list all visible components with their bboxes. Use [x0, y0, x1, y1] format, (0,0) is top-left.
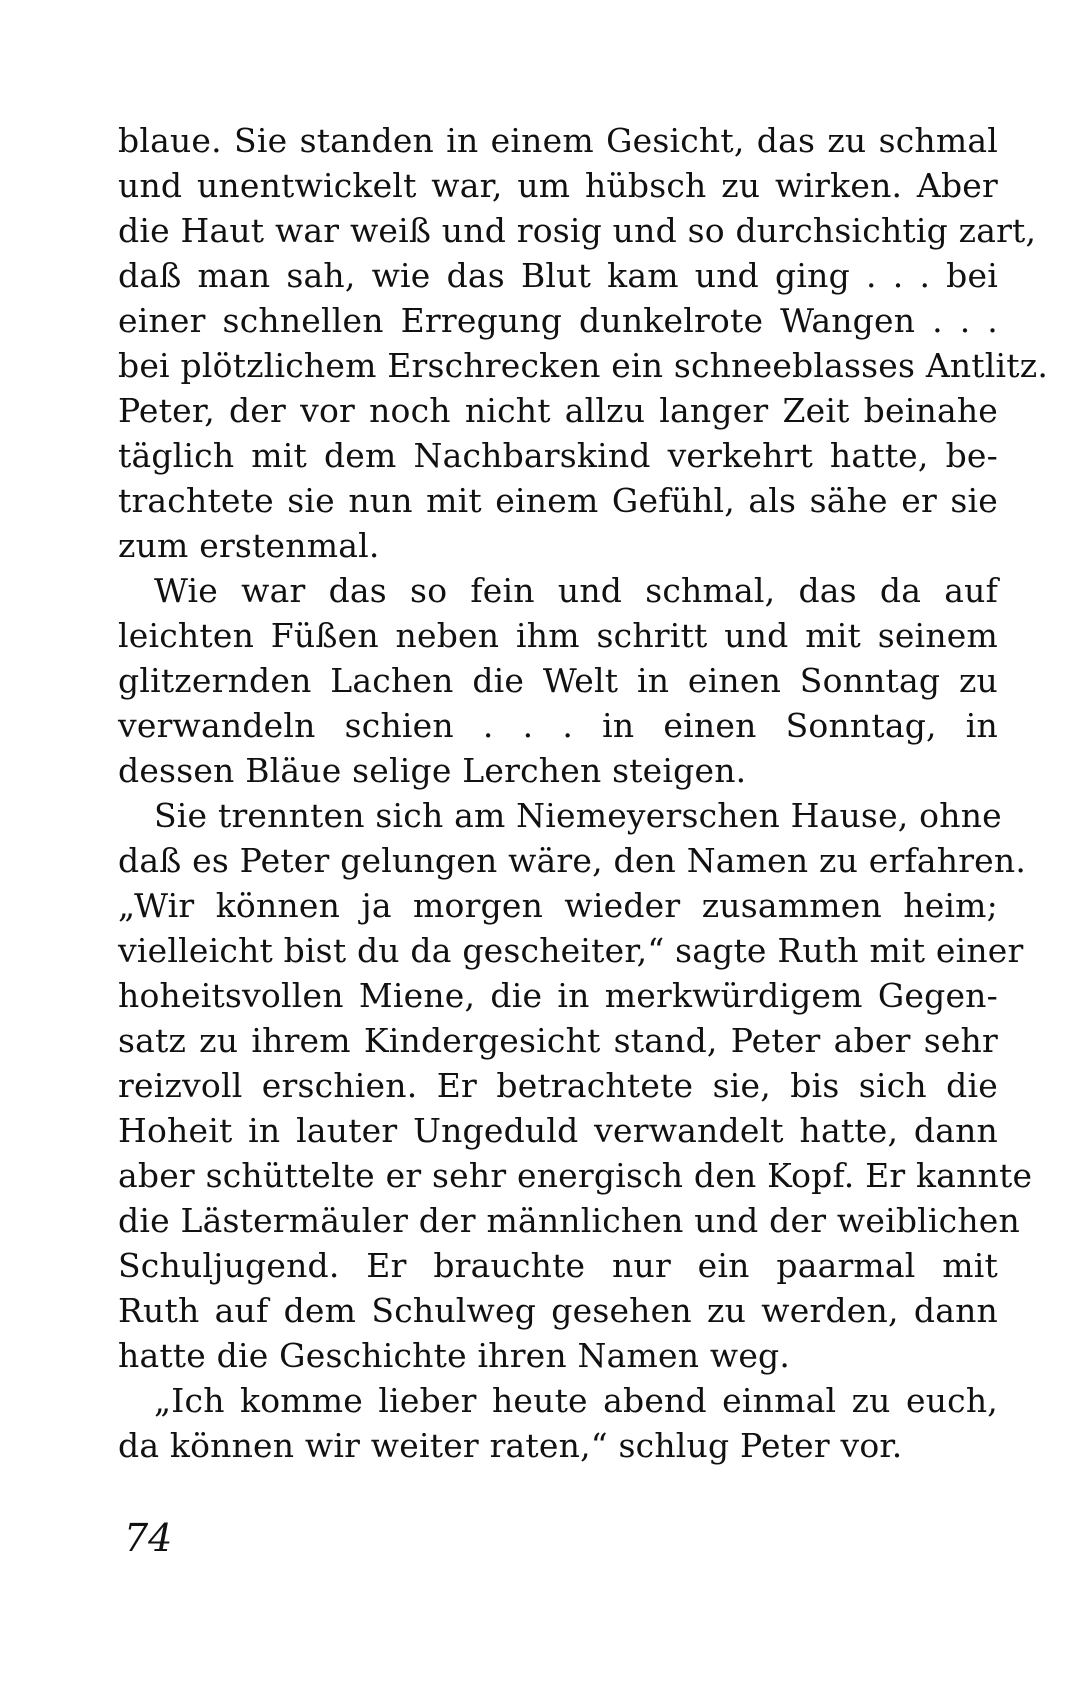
text-line: „Ich komme lieber heute abend einmal zu euch,: [154, 1381, 998, 1420]
paragraph-4: [118, 1378, 998, 1468]
text-line: die Lästermäuler der männlichen und der weiblichen: [118, 1201, 1020, 1240]
paragraph-1: [118, 118, 1049, 568]
text-line: satz zu ihrem Kindergesicht stand, Peter aber sehr: [118, 1021, 998, 1060]
text-line: trachtete sie nun mit einem Gefühl, als sähe er sie: [118, 481, 998, 520]
text-line: da können wir weiter raten,“ schlug Peter vor.: [118, 1426, 903, 1465]
text-line: Ruth auf dem Schulweg gesehen zu werden, dann: [118, 1291, 998, 1330]
text-line: vielleicht bist du da gescheiter,“ sagte Ruth mit einer: [118, 931, 1024, 970]
text-line: täglich mit dem Nachbarskind verkehrt hatte, be-: [118, 436, 998, 475]
text-line: glitzernden Lachen die Welt in einen Sonntag zu: [118, 661, 998, 700]
text-line: reizvoll erschien. Er betrachtete sie, bis sich die: [118, 1066, 998, 1105]
text-line: zum erstenmal.: [118, 526, 380, 565]
text-line: blaue. Sie standen in einem Gesicht, das zu schmal: [118, 121, 998, 160]
body-text: [118, 118, 1049, 1468]
text-line: und unentwickelt war, um hübsch zu wirken. Aber: [118, 166, 998, 205]
text-line: „Wir können ja morgen wieder zusammen heim;: [118, 886, 998, 925]
page-number: 74: [124, 1516, 173, 1560]
text-line: Wie war das so fein und schmal, das da auf: [154, 571, 998, 610]
text-line: leichten Füßen neben ihm schritt und mit seinem: [118, 616, 998, 655]
paragraph-3: [118, 793, 1033, 1378]
text-line: verwandeln schien . . . in einen Sonntag, in: [118, 706, 998, 745]
text-line: Hoheit in lauter Ungeduld verwandelt hatte, dann: [118, 1111, 998, 1150]
text-line: bei plötzlichem Erschrecken ein schneeblasses Antlitz.: [118, 346, 1049, 385]
text-line: hoheitsvollen Miene, die in merkwürdigem Gegen-: [118, 976, 998, 1015]
text-line: daß es Peter gelungen wäre, den Namen zu erfahren.: [118, 841, 1027, 880]
text-line: die Haut war weiß und rosig und so durchsichtig zart,: [118, 211, 1037, 250]
paragraph-2: [118, 568, 998, 793]
text-line: Schuljugend. Er brauchte nur ein paarmal mit: [118, 1246, 998, 1285]
text-line: Peter, der vor noch nicht allzu langer Zeit beinahe: [118, 391, 998, 430]
text-line: einer schnellen Erregung dunkelrote Wangen . . .: [118, 301, 998, 340]
text-line: daß man sah, wie das Blut kam und ging . . . bei: [118, 256, 998, 295]
text-line: dessen Bläue selige Lerchen steigen.: [118, 751, 747, 790]
text-line: aber schüttelte er sehr energisch den Kopf. Er kannte: [118, 1156, 1033, 1195]
text-line: hatte die Geschichte ihren Namen weg.: [118, 1336, 791, 1375]
text-line: Sie trennten sich am Niemeyerschen Hause, ohne: [154, 796, 1002, 835]
